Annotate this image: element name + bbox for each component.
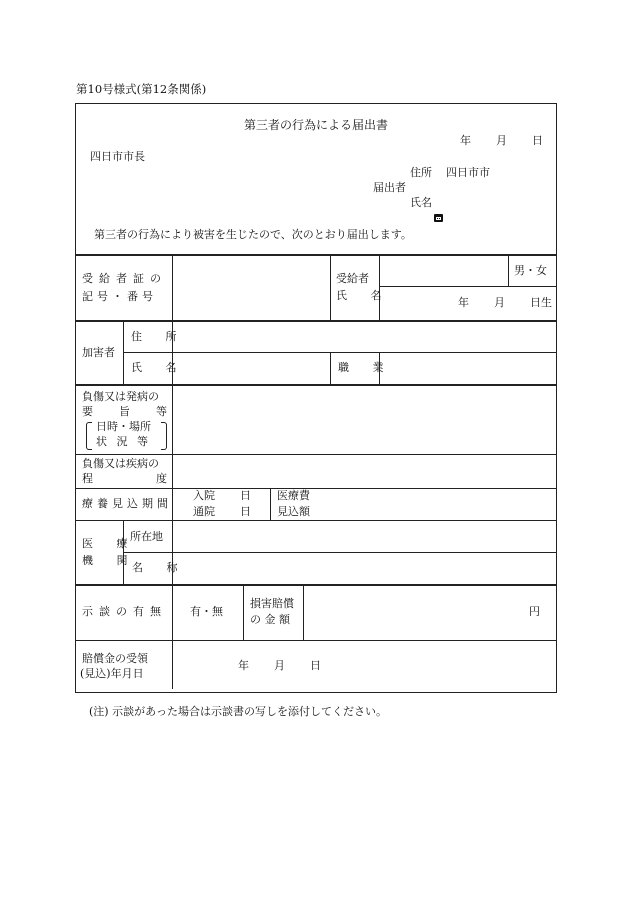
bracket [161, 422, 167, 450]
date-year: 年 [460, 134, 471, 147]
institution-name-label: 名 称 [132, 561, 188, 574]
divider [75, 384, 557, 386]
intro-text: 第三者の行為により被害を生じたので、次のとおり届出します。 [94, 228, 412, 241]
cost-label: 見込額 [277, 505, 310, 518]
occupation-label: 職 業 [338, 361, 394, 374]
address-value: 四日市市 [446, 166, 490, 179]
outpatient-label: 通院 [193, 505, 215, 518]
medical-label: 医 療 [82, 537, 138, 550]
offender-name-label: 氏 名 [131, 361, 187, 374]
divider [75, 488, 557, 489]
treatment-label: 療養見込期間 [82, 497, 172, 510]
recipient-name-label: 受給者 [336, 272, 369, 285]
addressee: 四日市市長 [90, 150, 145, 163]
divider [172, 255, 173, 320]
compensation-year: 年 [238, 659, 249, 672]
divider [75, 640, 557, 641]
cost-label: 医療費 [277, 489, 310, 502]
offender-label: 加害者 [82, 346, 115, 359]
notifier-label: 届出者 [373, 181, 406, 194]
date-month: 月 [496, 134, 507, 147]
recipient-name-label: 氏 名 [336, 289, 392, 302]
settlement-value: 有・無 [190, 605, 223, 618]
divider [75, 254, 557, 256]
inpatient-label: 入院 [193, 489, 215, 502]
injury-label: 旨 [119, 405, 130, 418]
divider [270, 488, 271, 520]
divider [172, 385, 173, 689]
date-day: 日 [532, 134, 543, 147]
phone-icon [434, 214, 443, 222]
settlement-label: 示談の有無 [82, 605, 167, 618]
divider [508, 255, 509, 286]
divider [330, 255, 331, 320]
offender-address-label: 住 所 [131, 330, 187, 343]
divider [330, 352, 331, 384]
divider [75, 584, 557, 586]
form-number: 第10号様式(第12条関係) [76, 82, 207, 96]
injury-label: 状 況 等 [96, 435, 151, 448]
form-title: 第三者の行為による届出書 [244, 118, 389, 132]
compensation-label: (見込)年月日 [80, 667, 144, 680]
footnote: (注) 示談があった場合は示談書の写しを添付してください。 [89, 705, 387, 718]
injury-label: 日時・場所 [96, 420, 151, 433]
bracket [86, 422, 92, 450]
cert-label: 受給者証の [82, 272, 167, 285]
divider [303, 585, 304, 640]
birth-day: 日生 [530, 296, 552, 309]
birth-month: 月 [494, 296, 505, 309]
medical-label: 機 関 [82, 554, 138, 567]
injury-label: 負傷又は発病の [82, 390, 159, 403]
name-label: 氏名 [410, 196, 432, 209]
injury-label: 等 [156, 405, 167, 418]
divider [379, 286, 557, 287]
divider [123, 552, 557, 553]
divider [75, 454, 557, 455]
gender-choice: 男・女 [514, 264, 547, 277]
severity-label: 負傷又は疾病の [82, 457, 159, 470]
location-label: 所在地 [130, 530, 163, 543]
divider [243, 585, 244, 640]
divider [75, 520, 557, 521]
divider [75, 320, 557, 322]
compensation-month: 月 [274, 659, 285, 672]
currency-label: 円 [529, 605, 540, 618]
damages-label: の 金 額 [250, 613, 290, 626]
severity-label: 度 [156, 472, 167, 485]
cert-label: 記号・番号 [82, 290, 157, 303]
birth-year: 年 [458, 296, 469, 309]
inpatient-unit: 日 [240, 489, 251, 502]
divider [123, 352, 557, 353]
outpatient-unit: 日 [240, 505, 251, 518]
severity-label: 程 [82, 472, 93, 485]
damages-label: 損害賠償 [250, 597, 294, 610]
compensation-label: 賠償金の受領 [82, 652, 148, 665]
address-label: 住所 [410, 166, 432, 179]
compensation-day: 日 [310, 659, 321, 672]
divider [379, 255, 380, 320]
injury-label: 要 [82, 405, 93, 418]
